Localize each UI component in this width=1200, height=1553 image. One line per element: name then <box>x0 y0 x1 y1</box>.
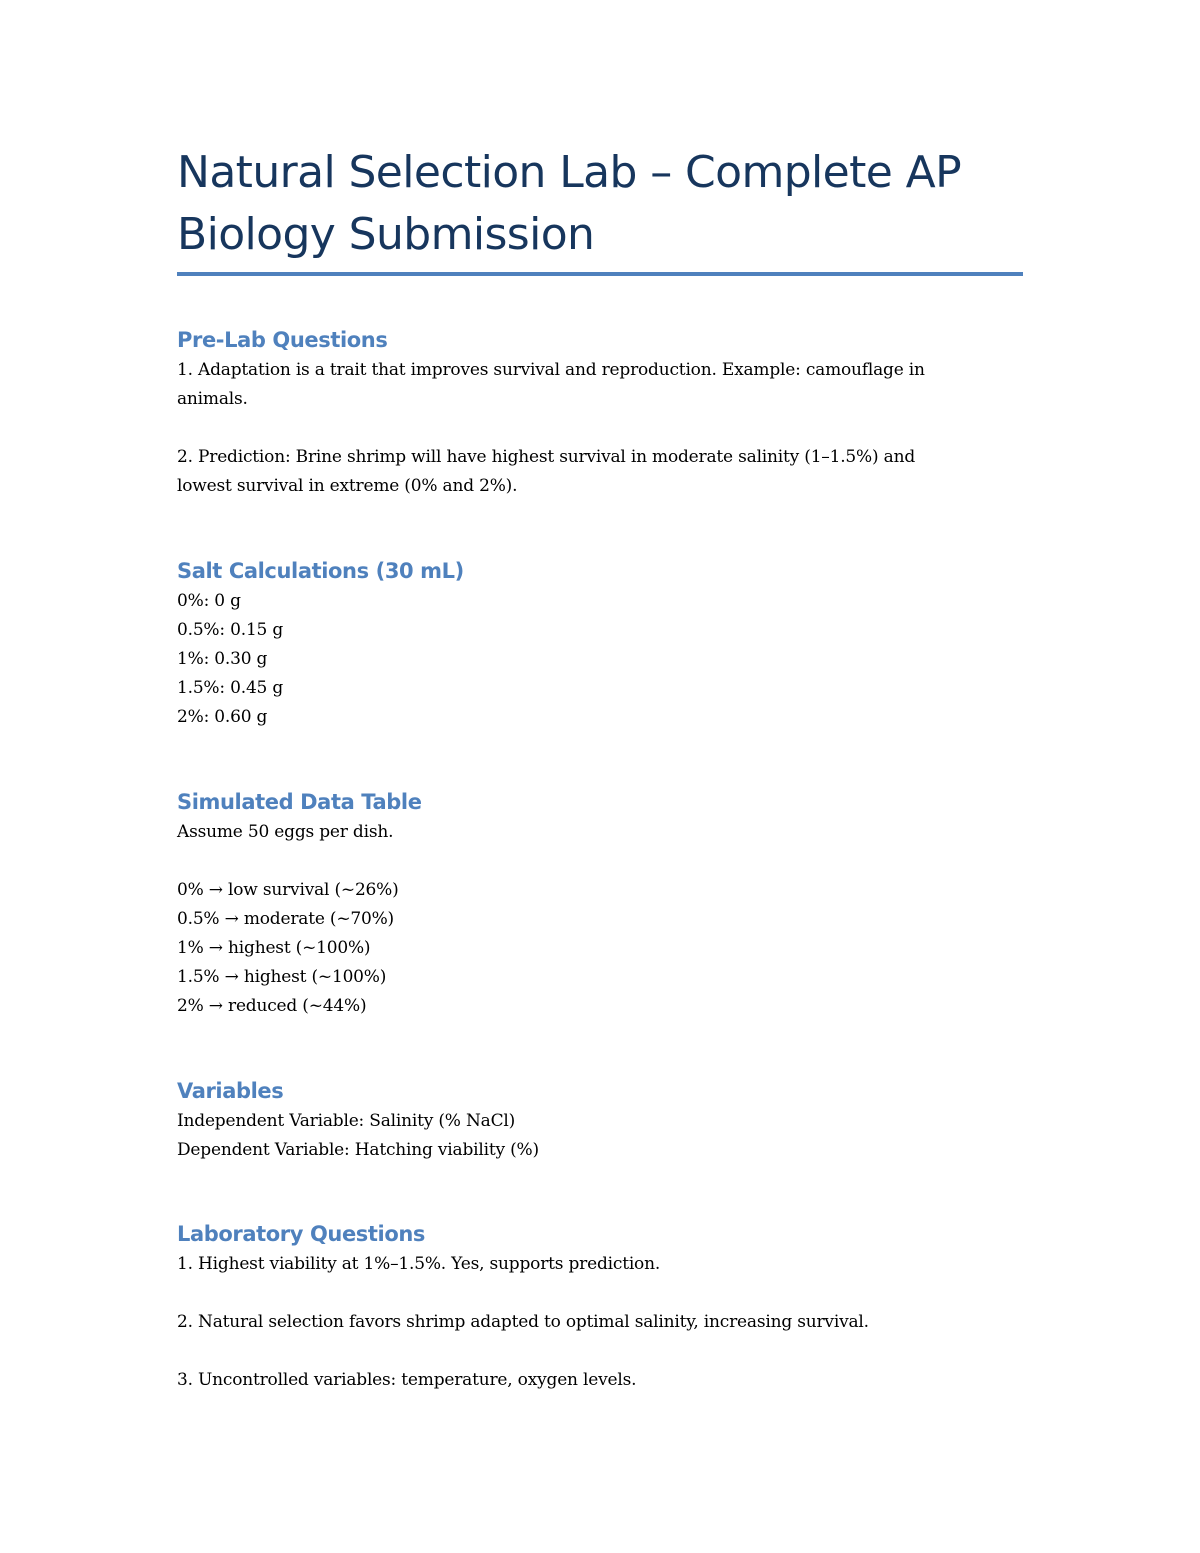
salt-section <box>177 555 1023 732</box>
prelab-q1-line2: animals. <box>177 389 248 409</box>
simulated-data-intro: Assume 50 eggs per dish. <box>177 822 394 842</box>
lab-question-2: 2. Natural selection favors shrimp adapted to optimal salinity, increasing survival. <box>177 1312 869 1332</box>
simulated-data-item: 1% → highest (~100%) <box>177 938 371 958</box>
prelab-q2-line2: lowest survival in extreme (0% and 2%). <box>177 476 518 496</box>
simulated-data-item: 2% → reduced (~44%) <box>177 996 367 1016</box>
document-page <box>177 0 1023 1553</box>
lab-question-3: 3. Uncontrolled variables: temperature, oxygen levels. <box>177 1370 637 1390</box>
blank-line <box>177 847 1023 876</box>
salt-item: 2%: 0.60 g <box>177 707 268 727</box>
lab-questions-heading: Laboratory Questions <box>177 1222 426 1246</box>
simulated-data-item: 0% → low survival (~26%) <box>177 880 399 900</box>
prelab-heading: Pre-Lab Questions <box>177 328 388 352</box>
variables-section <box>177 1075 1023 1165</box>
blank-line <box>177 414 1023 443</box>
prelab-body <box>177 356 1023 501</box>
salt-heading: Salt Calculations (30 mL) <box>177 559 464 583</box>
lab-question-1: 1. Highest viability at 1%–1.5%. Yes, supports prediction. <box>177 1254 661 1274</box>
dependent-variable: Dependent Variable: Hatching viability (%) <box>177 1140 539 1160</box>
lab-questions-section <box>177 1218 1023 1395</box>
salt-item: 1%: 0.30 g <box>177 649 268 669</box>
blank-line <box>177 1337 1023 1366</box>
salt-item: 1.5%: 0.45 g <box>177 678 284 698</box>
lab-questions-body <box>177 1250 1023 1395</box>
variables-heading: Variables <box>177 1079 284 1103</box>
simulated-data-heading: Simulated Data Table <box>177 790 422 814</box>
variables-body <box>177 1107 1023 1165</box>
salt-list <box>177 587 1023 732</box>
simulated-data-body <box>177 818 1023 1021</box>
simulated-data-section <box>177 786 1023 1021</box>
simulated-data-item: 1.5% → highest (~100%) <box>177 967 387 987</box>
prelab-section <box>177 324 1023 501</box>
title-underline-rule <box>177 272 1023 276</box>
independent-variable: Independent Variable: Salinity (% NaCl) <box>177 1111 516 1131</box>
salt-item: 0%: 0 g <box>177 591 241 611</box>
prelab-q1-line1: 1. Adaptation is a trait that improves survival and reproduction. Example: camouflage in <box>177 360 925 380</box>
salt-item: 0.5%: 0.15 g <box>177 620 284 640</box>
blank-line <box>177 1279 1023 1308</box>
prelab-q2-line1: 2. Prediction: Brine shrimp will have highest survival in moderate salinity (1–1.5%) and <box>177 447 916 467</box>
document-title: Natural Selection Lab – Complete AP Biology Submission <box>177 147 962 260</box>
simulated-data-item: 0.5% → moderate (~70%) <box>177 909 394 929</box>
